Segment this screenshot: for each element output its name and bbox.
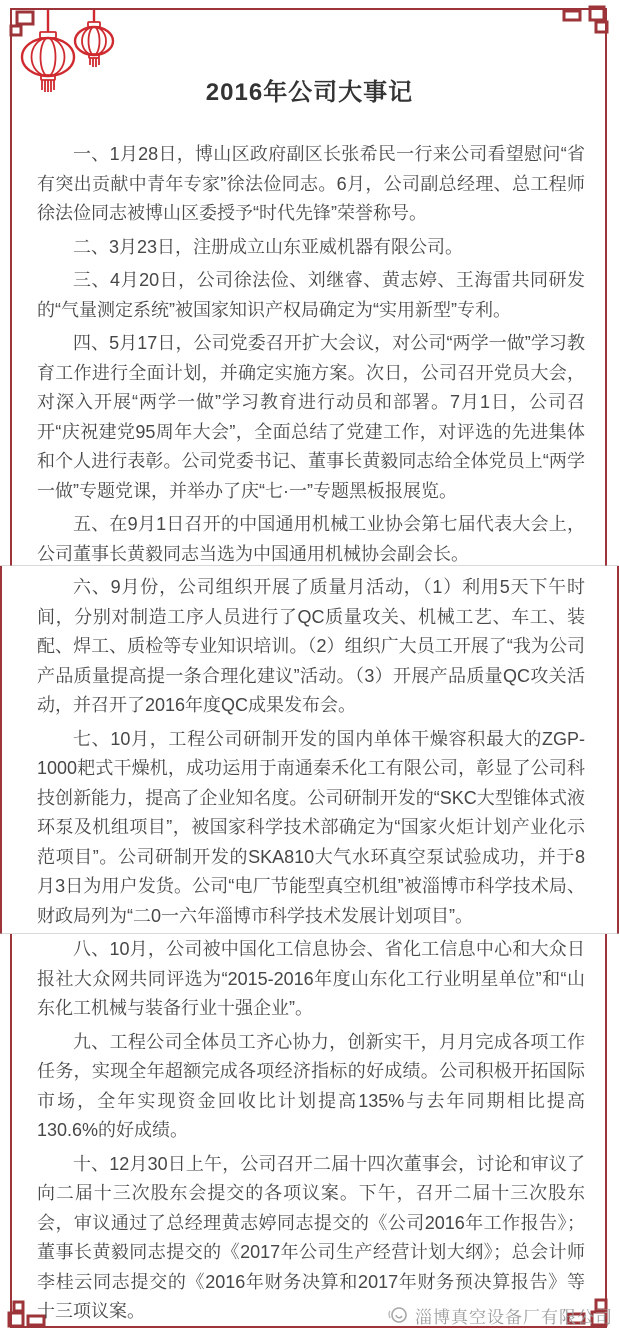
watermark [387,1303,613,1327]
company-logo-icon [387,1304,409,1326]
paragraph-1: 一、1月28日，博山区政府副区长张希民一行来公司看望慰问“省有突出贡献中青年专家”徐法俭同志。6月，公司副总经理、总工程师徐法俭同志被博山区委授予“时代先锋”荣誉称号。 [37,144,585,223]
paragraph-10: 十、12月30日上午，公司召开二届十四次董事会，讨论和审议了向二届十三次股东会提交的各项议案。下午，召开二届十三次股东会，审议通过了总经理黄志婷同志提交的《公司2016年工作报告》；董事长黄毅同志提交的《2017年公司生产经营计划大纲》；总会计师李桂云同志提交的《2016年财务决算和2017年财务预决算报告》等十三项议案。 [37,1153,585,1321]
paragraph-5: 五、在9月1日召开的中国通用机械工业协会第七届代表大会上，公司董事长黄毅同志当选为中国通用机械协会副会长。 [37,514,585,564]
paragraph-2: 二、3月23日，注册成立山东亚威机器有限公司。 [73,236,464,257]
paragraph-8: 八、10月，公司被中国化工信息协会、省化工信息中心和大众日报社大众网共同评选为“2015-2016年度山东化工行业明星单位”和“山东化工机械与装备行业十强企业”。 [37,939,585,1018]
article [37,140,585,1331]
frame-border-right [605,934,607,1328]
frame-border-left [10,934,12,1328]
frame-border-left [0,566,2,934]
paragraph-9: 九、工程公司全体员工齐心协力，创新实干，月月完成各项工作任务，实现全年超额完成各项经济指标的好成绩。公司积极开拓国际市场，全年实现资金回收比计划提高135%与去年同期相比提高130.6%的好成绩。 [37,1031,585,1140]
page-title: 2016年公司大事记 [205,79,414,106]
corner-ornament-icon [558,4,618,38]
paragraph-3: 三、4月20日，公司徐法俭、刘继睿、黄志婷、王海雷共同研发的“气量测定系统”被国家知识产权局确定为“实用新型”专利。 [37,270,585,320]
paragraph-4: 四、5月17日，公司党委召开扩大会议，对公司“两学一做”学习教育工作进行全面计划，并确定实施方案。次日，公司召开党员大会，对深入开展“两学一做”学习教育进行动员和部署。7月1日，公司召开“庆祝建党95周年大会”，全面总结了党建工作，对评选的先进集体和个人进行表彰。公司党委书记、董事长黄毅同志给全体党员上“两学一做”专题党课，并举办了庆“七·一”专题黑板报展览。 [37,333,585,501]
paragraph-6: 六、9月份，公司组织开展了质量月活动，（1）利用5天下午时间，分别对制造工序人员进行了QC质量攻关、机械工艺、车工、装配、焊工、质检等专业知识培训。（2）组织广大员工开展了“我为公司产品质量提高提一条合理化建议”活动。（3）开展产品质量QC攻关活动，并召开了2016年度QC成果发布会。 [37,577,585,715]
watermark-text: 淄博真空设备厂有限公司 [415,1307,613,1327]
paragraph-7: 七、10月，工程公司研制开发的国内单体干燥容积最大的ZGP-1000耙式干燥机，成功运用于南通秦禾化工有限公司，彰显了公司科技创新能力，提高了企业知名度。公司研制开发的“SKC大型锥体式液环泵及机组项目”，被国家科学技术部确定为“国家火炬计划产业化示范项目”。公司研制开发的SKA810大气水环真空泵试验成功，并于8月3日为用户发货。公司“电厂节能型真空机组”被淄博市科学技术局、财政局列为“二0一六年淄博市科学技术发展计划项目”。 [37,728,585,926]
